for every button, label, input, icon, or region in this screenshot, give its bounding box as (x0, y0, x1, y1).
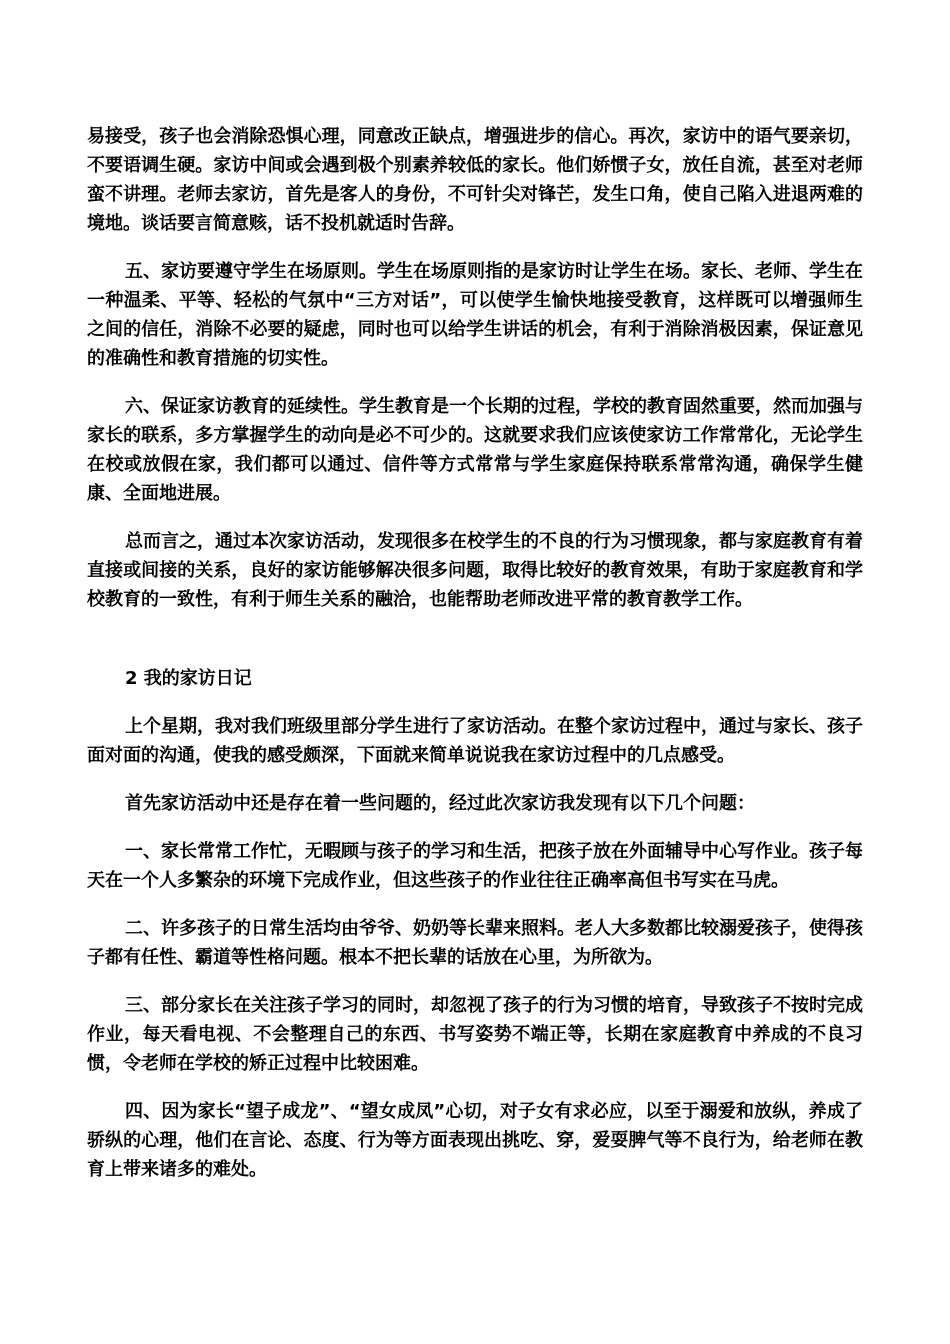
paragraph-summary: 总而言之，通过本次家访活动，发现很多在校学生的不良的行为习惯现象，都与家庭教育有着直接或间接的关系，良好的家访能够解决很多问题，取得比较好的教育效果，有助于家庭教育和学校教育的一致性，有利于师生关系的融洽，也能帮助老师改进平常的教育教学工作。 (87, 531, 863, 610)
paragraph-problem-three: 三、部分家长在关注孩子学习的同时，却忽视了孩子的行为习惯的培育，导致孩子不按时完成作业，每天看电视、不会整理自己的东西、书写姿势不端正等，长期在家庭教育中养成的不良习惯，令老师在学校的矫正过程中比较困难。 (87, 995, 863, 1074)
paragraph-problems-lead: 首先家访活动中还是存在着一些问题的，经过此次家访我发现有以下几个问题： (125, 793, 755, 814)
section-heading: 2 我的家访日记 (125, 668, 252, 689)
paragraph-principle-six: 六、保证家访教育的延续性。学生教育是一个长期的过程，学校的教育固然重要，然而加强与家长的联系，多方掌握学生的动向是必不可少的。这就要求我们应该使家访工作常常化，无论学生在校或放假在家，我们都可以通过、信件等方式常常与学生家庭保持联系常常沟通，确保学生健康、全面地进展。 (87, 396, 863, 504)
paragraph-continued: 易接受，孩子也会消除恐惧心理，同意改正缺点，增强进步的信心。再次，家访中的语气要亲切，不要语调生硬。家访中间或会遇到极个别素养较低的家长。他们娇惯子女，放任自流，甚至对老师蛮不讲理。老师去家访，首先是客人的身份，不可针尖对锋芒，发生口角，使自己陷入进退两难的境地。谈话要言简意赅，话不投机就适时告辞。 (87, 126, 863, 234)
paragraph-problem-one: 一、家长常常工作忙，无暇顾与孩子的学习和生活，把孩子放在外面辅导中心写作业。孩子每天在一个人多繁杂的环境下完成作业，但这些孩子的作业往往正确率高但书写实在马虎。 (87, 841, 863, 891)
document-page (87, 122, 863, 1203)
paragraph-principle-five: 五、家访要遵守学生在场原则。学生在场原则指的是家访时让学生在场。家长、老师、学生在一种温柔、平等、轻松的气氛中“三方对话”，可以使学生愉快地接受教育，这样既可以增强师生之间的信任，消除不必要的疑虑，同时也可以给学生讲话的机会，有利于消除消极因素，保证意见的准确性和教育措施的切实性。 (87, 261, 863, 369)
paragraph-problem-two: 二、许多孩子的日常生活均由爷爷、奶奶等长辈来照料。老人大多数都比较溺爱孩子，使得孩子都有任性、霸道等性格问题。根本不把长辈的话放在心里，为所欲为。 (87, 918, 863, 968)
paragraph-intro: 上个星期，我对我们班级里部分学生进行了家访活动。在整个家访过程中，通过与家长、孩子面对面的沟通，使我的感受颇深，下面就来简单说说我在家访过程中的几点感受。 (87, 716, 863, 766)
paragraph-problem-four: 四、因为家长“望子成龙”、“望女成凤”心切，对子女有求必应，以至于溺爱和放纵，养成了骄纵的心理，他们在言论、态度、行为等方面表现出挑吃、穿，爱耍脾气等不良行为，给老师在教育上带来诸多的难处。 (87, 1101, 863, 1180)
